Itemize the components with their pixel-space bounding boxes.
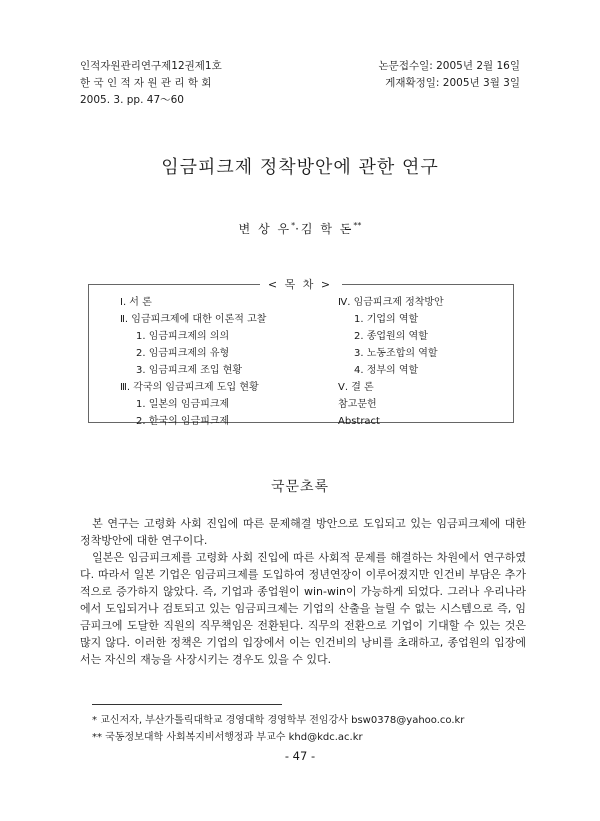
- abstract-paragraph: 본 연구는 고령화 사회 진입에 따른 문제해결 방안으로 도입되고 있는 임금피크제에 대한 정착방안에 대한 연구이다.: [80, 517, 526, 547]
- toc-item: 2. 종업원의 역할: [354, 331, 428, 342]
- toc-item: Ⅴ. 결 론: [338, 382, 374, 393]
- toc-item: 4. 정부의 역할: [354, 365, 419, 376]
- footnote-2: ** 국동정보대학 사회복지비서행정과 부교수 khd@kdc.ac.kr: [92, 732, 363, 743]
- footnote-rule: [92, 704, 282, 705]
- author-line: [0, 220, 600, 237]
- toc-item: Ⅲ. 각국의 임금피크제 도입 현황: [120, 382, 259, 393]
- abstract-heading: 국문초록: [270, 479, 330, 495]
- society-name: 한 국 인 적 자 원 관 리 학 회: [80, 77, 212, 89]
- author-1: 변 상 우: [238, 222, 292, 236]
- toc-item: 1. 기업의 역할: [354, 314, 419, 325]
- toc-item: 참고문헌: [338, 399, 377, 410]
- toc-item: 2. 임금피크제의 유형: [136, 348, 230, 359]
- toc-item: Ⅰ. 서 론: [120, 297, 152, 308]
- toc-item: Abstract: [338, 416, 380, 427]
- author-separator: ·: [295, 222, 301, 236]
- journal-name: 인적자원관리연구제12권제1호: [80, 60, 222, 72]
- toc-item: Ⅳ. 임금피크제 정착방안: [338, 297, 444, 308]
- issue-pages: 2005. 3. pp. 47～60: [80, 94, 184, 106]
- toc-item: 3. 임금피크제 조입 현황: [136, 365, 243, 376]
- toc-title: [0, 276, 600, 292]
- toc-item: Ⅱ. 임금피크제에 대한 이론적 고찰: [120, 314, 267, 325]
- toc-item: 1. 일본의 임금피크제: [136, 399, 230, 410]
- toc-right-column: [338, 294, 444, 430]
- abstract-paragraph: 일본은 임금피크제를 고령화 사회 진입에 따른 사회적 문제를 해결하는 차원에서 연구하였다. 따라서 일본 기업은 임금피크제를 도입하여 정년연장이 이루어졌지만 인건비 부담은 추가적으로 증가하지 않았다. 즉, 기업과 종업원이 win-win이 가능하게 되었다. 그러나 우리나라에서 도입되거나 검토되고 있는 임금피크제는 기업의 산출을 늘릴 수 없는 시스템으로 즉, 임금피크에 도달한 직원의 직무책임은 전환된다. 직무의 전환으로 기업이 기대할 수 있는 것은 많지 않다. 이러한 정책은 기업의 입장에서 이는 인건비의 낭비를 초래하고, 종업원의 입장에서는 자신의 재능을 사장시키는 경우도 있을 수 있다.: [80, 551, 526, 666]
- toc-item: 3. 노동조합의 역할: [354, 348, 438, 359]
- toc-left-column: [120, 294, 266, 430]
- author-1-mark: *: [291, 221, 296, 230]
- journal-info: [80, 58, 222, 109]
- author-2-mark: **: [353, 221, 362, 230]
- toc-item: 2. 한국의 임금피크제: [136, 416, 230, 427]
- received-date: 논문접수일: 2005년 2월 16일: [378, 60, 520, 72]
- footnotes: [92, 712, 464, 746]
- abstract-body: [80, 515, 526, 668]
- toc-title-text: < 목 차 >: [262, 278, 338, 291]
- footnote-1: * 교신저자, 부산가톨릭대학교 경영대학 경영학부 전임강사 bsw0378@yahoo.co.kr: [92, 715, 465, 726]
- page-number: - 47 -: [284, 749, 316, 763]
- author-2: 김 학 돈: [300, 222, 354, 236]
- accepted-date: 게재확정일: 2005년 3월 3일: [385, 77, 520, 89]
- submission-dates: [379, 58, 520, 92]
- paper-title: 임금피크제 정착방안에 관한 연구: [161, 157, 439, 178]
- toc-item: 1. 임금피크제의 의의: [136, 331, 230, 342]
